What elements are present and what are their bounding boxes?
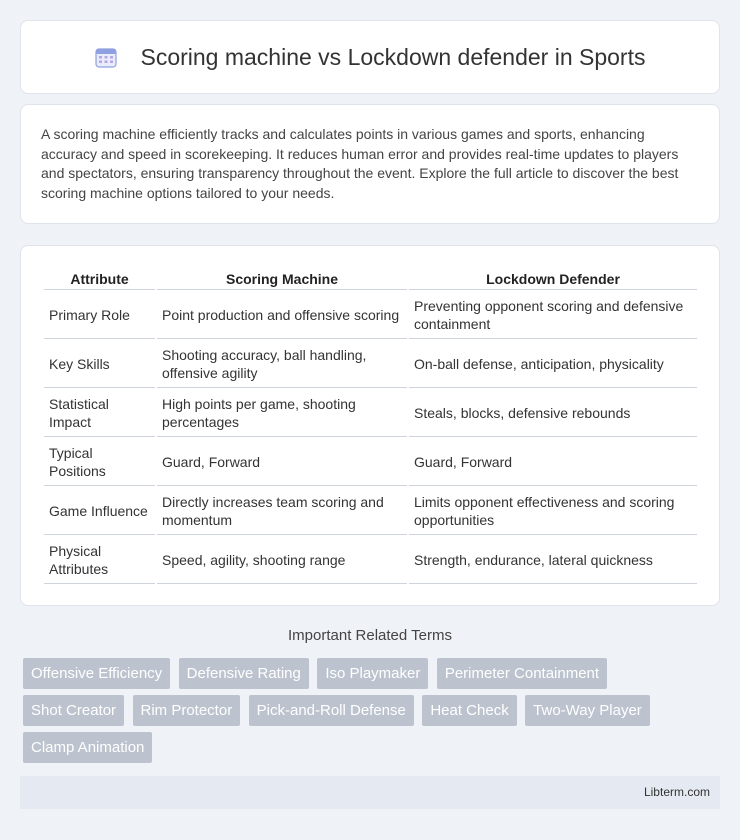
cell-attribute: Physical Attributes [44, 537, 155, 584]
related-term-tag[interactable]: Perimeter Containment [437, 658, 607, 689]
intro-text: A scoring machine efficiently tracks and calculates points in various games and sports, enhancing accuracy and speed in scorekeeping. It reduces human error and provides real-time updates to players and spectators, ensuring transparency throughout the event. Explore the full article to discover the best scoring machine options tailored to your needs. [41, 126, 679, 201]
table-row [44, 488, 697, 535]
calendar-icon [94, 45, 118, 69]
table-row [44, 390, 697, 437]
related-term-tag[interactable]: Rim Protector [133, 695, 241, 726]
cell-lockdown-defender: Preventing opponent scoring and defensive containment [409, 292, 697, 339]
title-card [20, 20, 720, 94]
related-term-tag[interactable]: Pick-and-Roll Defense [249, 695, 414, 726]
header-scoring-machine: Scoring Machine [157, 268, 407, 290]
cell-attribute: Typical Positions [44, 439, 155, 486]
cell-attribute: Primary Role [44, 292, 155, 339]
cell-scoring-machine: Speed, agility, shooting range [157, 537, 407, 584]
related-term-tag[interactable]: Two-Way Player [525, 695, 650, 726]
related-term-tag[interactable]: Iso Playmaker [317, 658, 428, 689]
related-term-tag[interactable]: Defensive Rating [179, 658, 309, 689]
cell-scoring-machine: Shooting accuracy, ball handling, offensive agility [157, 341, 407, 388]
cell-lockdown-defender: On-ball defense, anticipation, physicality [409, 341, 697, 388]
footer [20, 776, 720, 809]
cell-attribute: Statistical Impact [44, 390, 155, 437]
table-header-row [44, 268, 697, 290]
table-row [44, 341, 697, 388]
cell-attribute: Key Skills [44, 341, 155, 388]
related-term-tag[interactable]: Clamp Animation [23, 732, 152, 763]
header-attribute: Attribute [44, 268, 155, 290]
header-lockdown-defender: Lockdown Defender [409, 268, 697, 290]
related-terms-title: Important Related Terms [288, 627, 452, 644]
cell-scoring-machine: Guard, Forward [157, 439, 407, 486]
table-row [44, 292, 697, 339]
comparison-table [42, 266, 699, 586]
cell-lockdown-defender: Guard, Forward [409, 439, 697, 486]
cell-scoring-machine: High points per game, shooting percentages [157, 390, 407, 437]
footer-site-link[interactable]: Libterm.com [643, 785, 710, 799]
related-term-tag[interactable]: Heat Check [422, 695, 516, 726]
page-title: Scoring machine vs Lockdown defender in Sports [140, 43, 646, 70]
intro-card [20, 104, 720, 224]
table-row [44, 439, 697, 486]
table-row [44, 537, 697, 584]
cell-scoring-machine: Directly increases team scoring and momentum [157, 488, 407, 535]
cell-scoring-machine: Point production and offensive scoring [157, 292, 407, 339]
related-term-tag[interactable]: Shot Creator [23, 695, 124, 726]
cell-lockdown-defender: Limits opponent effectiveness and scoring opportunities [409, 488, 697, 535]
cell-lockdown-defender: Strength, endurance, lateral quickness [409, 537, 697, 584]
related-terms-list [23, 658, 713, 769]
cell-lockdown-defender: Steals, blocks, defensive rebounds [409, 390, 697, 437]
related-term-tag[interactable]: Offensive Efficiency [23, 658, 170, 689]
comparison-card [20, 245, 720, 606]
cell-attribute: Game Influence [44, 488, 155, 535]
